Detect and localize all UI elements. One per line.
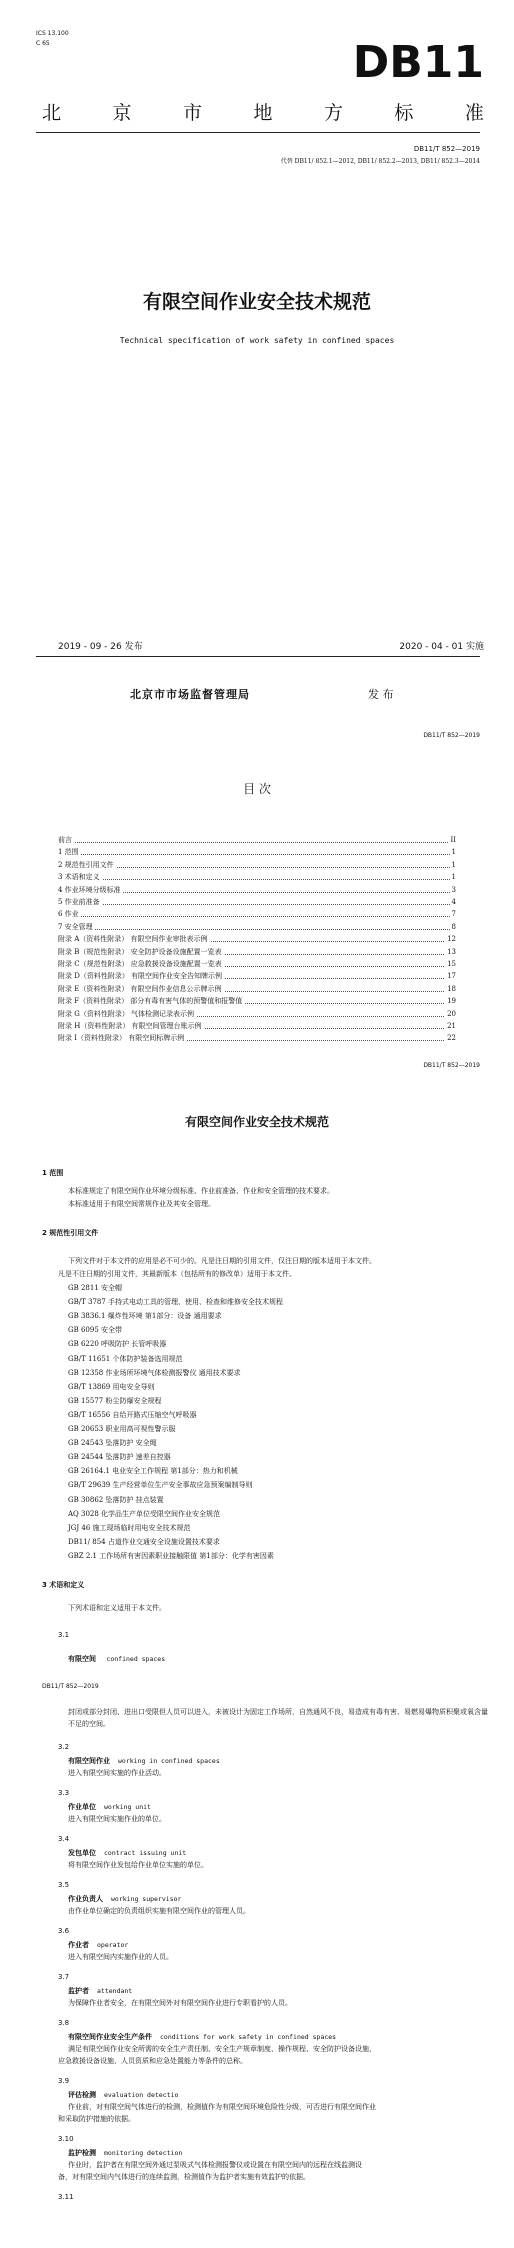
toc-entry[interactable] bbox=[58, 885, 456, 896]
body-title: 有限空间作业安全技术规范 bbox=[184, 1115, 329, 1129]
definition-number: 3.5 bbox=[58, 1881, 70, 1889]
toc-entry-label: 3 术语和定义 bbox=[58, 873, 100, 882]
definition-text: 由作业单位确定的负责组织实施有限空间作业的管理人员。 bbox=[68, 1907, 250, 1915]
reference-item: GB 26164.1 电业安全工作规程 第1部分：热力和机械 bbox=[68, 1467, 238, 1476]
definition-term-cn: 监护检测 bbox=[68, 2148, 96, 2157]
toc-leader-dots bbox=[58, 916, 456, 917]
reference-item: GB 30862 坠落防护 挂点装置 bbox=[68, 1495, 164, 1504]
toc-entry-page: 17 bbox=[447, 972, 456, 981]
toc-entry-label: 附录 D（资料性附录） 有限空间作业安全告知牌示例 bbox=[58, 972, 223, 981]
toc-entry[interactable] bbox=[58, 1009, 456, 1020]
region-heading-char: 准 bbox=[464, 102, 484, 124]
reference-item: GB 6220 呼吸防护 长管呼吸器 bbox=[68, 1340, 167, 1349]
toc-entry-label: 4 作业环境分级标准 bbox=[58, 885, 121, 894]
toc-entry-page: II bbox=[450, 836, 456, 844]
toc-entry-label: 附录 G（资料性附录） 气体检测记录表示例 bbox=[58, 1009, 195, 1018]
reference-item: GB/T 29639 生产经营单位生产安全事故应急预案编制导则 bbox=[68, 1481, 253, 1490]
definition-term bbox=[68, 1802, 151, 1812]
toc-entry-label: 附录 E（资料性附录） 有限空间作业信息公示牌示例 bbox=[58, 984, 222, 993]
definition-term-en: conditions for work safety in confined spaces bbox=[160, 2033, 337, 2041]
definition-term-cn: 评估检测 bbox=[68, 2090, 96, 2099]
definition-text: 封闭或部分封闭、进出口受限但人员可以进入，未被设计为固定工作场所，自然通风不良，易造成有毒有害、易燃易爆物质积聚或氧含量不足的空间。 bbox=[68, 1708, 488, 1728]
ccs-code: C 65 bbox=[36, 40, 50, 47]
definition-number: 3.2 bbox=[58, 1743, 70, 1751]
definition-term-en: confined spaces bbox=[106, 1655, 166, 1663]
toc-entry-label: 附录 A（资料性附录） 有限空间作业审批表示例 bbox=[58, 935, 208, 944]
definition-text: 进入有限空间实施的作业活动。 bbox=[68, 1769, 166, 1777]
title-chinese: 有限空间作业安全技术规范 bbox=[142, 291, 371, 313]
definition-term-en: contract issuing unit bbox=[104, 1849, 187, 1857]
region-heading-char: 地 bbox=[253, 102, 273, 124]
reference-item: JGJ 46 施工现场临时用电安全技术规范 bbox=[68, 1523, 191, 1532]
definition-text: 应急救援设备设施、人员资质和应急处置能力等条件的总称。 bbox=[58, 2057, 247, 2065]
definition-number: 3.11 bbox=[58, 2193, 74, 2201]
ics-code: ICS 13.100 bbox=[36, 30, 69, 37]
reference-item: GB 3836.1 爆炸性环境 第1部分：设备 通用要求 bbox=[68, 1312, 222, 1321]
toc-entry[interactable] bbox=[58, 909, 456, 920]
db-logo: DB11 bbox=[352, 37, 484, 88]
section-1-line: 本标准适用于有限空间常规作业及其安全管理。 bbox=[68, 1200, 215, 1208]
toc-entry[interactable] bbox=[58, 847, 456, 858]
toc-entry-page: 7 bbox=[451, 910, 456, 919]
section-3-heading: 3 术语和定义 bbox=[42, 1581, 85, 1589]
toc-entry-label: 附录 H（资料性附录） 有限空间管理台账示例 bbox=[58, 1022, 202, 1030]
toc-entry[interactable] bbox=[58, 1033, 456, 1044]
toc-entry-label: 附录 F（资料性附录） 部分有毒有害气体的预警值和报警值 bbox=[58, 997, 243, 1006]
reference-item: GB 6095 安全带 bbox=[68, 1326, 123, 1335]
section-1-line: 本标准规定了有限空间作业环境分级标准、作业前准备、作业和安全管理的技术要求。 bbox=[68, 1187, 334, 1195]
definition-text: 备，对有限空间内气体进行的连续监测，检测值作为监护者实施有效监护的依据。 bbox=[58, 2173, 310, 2181]
title-english: Technical specification of work safety in confined spaces bbox=[119, 336, 395, 345]
reference-item: AQ 3028 化学品生产单位受限空间作业安全规范 bbox=[68, 1509, 221, 1518]
section-2-heading: 2 规范性引用文件 bbox=[42, 1229, 99, 1237]
definition-text: 进入有限空间实施作业的单位。 bbox=[68, 1815, 166, 1823]
reference-item: GBZ 2.1 工作场所有害因素职业接触限值 第1部分：化学有害因素 bbox=[68, 1551, 274, 1560]
definition-term-en: operator bbox=[97, 1941, 129, 1949]
toc-entry[interactable] bbox=[58, 959, 456, 970]
toc-leader-dots bbox=[58, 929, 456, 930]
region-standard-heading bbox=[42, 102, 484, 124]
definition-term-cn: 作业单位 bbox=[68, 1802, 96, 1811]
definition-number: 3.8 bbox=[58, 2019, 70, 2027]
definition-term-cn: 有限空间 bbox=[68, 1654, 96, 1663]
reference-item: GB 15577 粉尘防爆安全规程 bbox=[68, 1396, 162, 1405]
toc-leader-dots bbox=[58, 879, 456, 880]
reference-item: GB/T 3787 手持式电动工具的管理、使用、检查和维修安全技术规程 bbox=[68, 1298, 284, 1307]
region-heading-char: 北 bbox=[42, 102, 62, 124]
issuing-authority: 北京市市场监督管理局 bbox=[130, 688, 250, 701]
toc-entry-label: 1 范围 bbox=[58, 848, 79, 857]
toc-entry-page: 21 bbox=[447, 1022, 456, 1030]
definition-number: 3.1 bbox=[58, 1631, 70, 1639]
definition-number: 3.6 bbox=[58, 1927, 70, 1935]
toc-entry-page: 22 bbox=[447, 1034, 456, 1043]
toc-entry-page: 20 bbox=[447, 1009, 456, 1018]
definition-term-cn: 作业负责人 bbox=[68, 1894, 103, 1903]
definition-term bbox=[68, 2148, 182, 2158]
definition-text: 为保障作业者安全，在有限空间外对有限空间作业进行专职看护的人员。 bbox=[68, 1999, 292, 2007]
definition-text: 和采取防护措施的依据。 bbox=[58, 2115, 135, 2123]
toc-entry[interactable] bbox=[58, 971, 456, 982]
toc-entry-page: 18 bbox=[447, 984, 456, 993]
toc-entry[interactable] bbox=[58, 947, 456, 958]
toc-entry-page: 1 bbox=[451, 873, 456, 882]
definition-term bbox=[68, 1654, 165, 1664]
region-heading-char: 京 bbox=[112, 102, 132, 124]
region-heading-char: 市 bbox=[182, 102, 202, 124]
body-page-header: DB11/T 852—2019 bbox=[423, 1062, 480, 1069]
toc-entry-label: 附录 C（规范性附录） 应急救援设备设施配置一览表 bbox=[58, 960, 222, 968]
definition-term-en: working in confined spaces bbox=[118, 1757, 220, 1765]
definition-term bbox=[68, 1940, 128, 1950]
toc-entry-page: 8 bbox=[451, 922, 456, 931]
implementation-date: 2020 - 04 - 01 实施 bbox=[399, 642, 484, 652]
toc-entry-page: 13 bbox=[447, 947, 456, 956]
definition-number: 3.9 bbox=[58, 2077, 70, 2085]
definition-term-en: working unit bbox=[104, 1803, 151, 1811]
cover-top-rule bbox=[36, 132, 480, 133]
reference-item: GB 24543 坠落防护 安全绳 bbox=[68, 1439, 157, 1448]
reference-item: GB 2811 安全帽 bbox=[68, 1284, 123, 1292]
toc-entry[interactable] bbox=[58, 996, 456, 1007]
toc-entry-label: 附录 B（规范性附录） 安全防护设备设施配置一览表 bbox=[58, 947, 222, 956]
definition-term-cn: 有限空间作业 bbox=[68, 1756, 110, 1765]
reference-item: GB/T 16556 自给开路式压缩空气呼吸器 bbox=[68, 1410, 197, 1419]
toc-entry-label: 6 作业 bbox=[58, 910, 79, 919]
definition-number: 3.4 bbox=[58, 1835, 70, 1843]
definition-term bbox=[68, 1756, 220, 1766]
toc-page-header: DB11/T 852—2019 bbox=[423, 732, 480, 739]
definition-text: 作业时，监护者在有限空间外通过泵吸式气体检测报警仪或设置在有限空间内的远程在线监测设 bbox=[68, 2161, 362, 2169]
definition-term-cn: 发包单位 bbox=[68, 1848, 96, 1857]
toc-entry-page: 4 bbox=[451, 898, 456, 906]
definition-number: 3.3 bbox=[58, 1789, 70, 1797]
definition-text: 满足有限空间作业安全所需的安全生产责任制、安全生产规章制度、操作规程、安全防护设备设施、 bbox=[68, 2045, 376, 2053]
definition-term bbox=[68, 1986, 132, 1996]
definition-number: 3.7 bbox=[58, 1973, 70, 1981]
section-1-heading: 1 范围 bbox=[42, 1169, 64, 1177]
reference-item: GB 24544 坠落防护 速差自控器 bbox=[68, 1453, 171, 1462]
definition-text: 将有限空间作业发包给作业单位实施的单位。 bbox=[68, 1861, 208, 1869]
issue-date: 2019 - 09 - 26 发布 bbox=[58, 642, 143, 652]
reference-item: GB 12358 作业场所环境气体检测报警仪 通用技术要求 bbox=[68, 1368, 241, 1377]
issuing-suffix: 发 布 bbox=[368, 688, 394, 701]
reference-item: GB/T 11651 个体防护装备选用规范 bbox=[68, 1354, 183, 1363]
toc-entry[interactable] bbox=[58, 934, 456, 945]
toc-entry-label: 前言 bbox=[58, 836, 72, 844]
definition-term-cn: 有限空间作业安全生产条件 bbox=[68, 2032, 152, 2041]
definition-number: 3.10 bbox=[58, 2135, 74, 2143]
toc-entry[interactable] bbox=[58, 860, 456, 871]
toc-leader-dots bbox=[58, 854, 456, 855]
toc-entry-page: 1 bbox=[451, 860, 456, 869]
section-2-intro: 凡是不注日期的引用文件，其最新版本（包括所有的修改单）适用于本文件。 bbox=[58, 1270, 296, 1278]
toc-entry-label: 7 安全管理 bbox=[58, 922, 93, 931]
toc-entry[interactable] bbox=[58, 872, 456, 883]
region-heading-char: 方 bbox=[323, 102, 343, 124]
definition-term-en: attendant bbox=[97, 1987, 133, 1995]
definition-term-en: evaluation detectio bbox=[104, 2091, 179, 2099]
standard-number: DB11/T 852—2019 bbox=[413, 145, 480, 153]
definition-text: 进入有限空间内实施作业的人员。 bbox=[68, 1953, 173, 1961]
toc-entry[interactable] bbox=[58, 984, 456, 995]
cover-bottom-rule bbox=[36, 656, 480, 657]
replaced-standards: 代替 DB11/ 852.1—2012, DB11/ 852.2—2013, DB11/ 852.3—2014 bbox=[280, 158, 480, 165]
definition-term-en: working supervisor bbox=[111, 1895, 182, 1903]
definition-term bbox=[68, 2032, 336, 2042]
toc-entry-page: 12 bbox=[447, 935, 456, 944]
reference-item: DB11/ 854 占道作业交通安全设施设置技术要求 bbox=[68, 1537, 220, 1546]
reference-item: GB 20653 职业用高可视性警示服 bbox=[68, 1425, 176, 1433]
definition-term-en: monitoring detection bbox=[104, 2149, 183, 2157]
toc-entry[interactable] bbox=[58, 1021, 456, 1032]
toc-entry-label: 5 作业前准备 bbox=[58, 898, 100, 906]
toc-leader-dots bbox=[58, 842, 456, 843]
region-heading-char: 标 bbox=[394, 102, 414, 124]
toc-entry-label: 附录 I（资料性附录） 有限空间标牌示例 bbox=[58, 1034, 185, 1043]
section-3-intro: 下列术语和定义适用于本文件。 bbox=[68, 1604, 166, 1612]
toc-leader-dots bbox=[58, 867, 456, 868]
toc-entry-page: 3 bbox=[451, 885, 456, 894]
definition-text: 作业前，对有限空间气体进行的检测，检测值作为有限空间环境危险性分级，可否进行有限空间作业 bbox=[68, 2103, 376, 2111]
toc-entry-page: 15 bbox=[447, 960, 456, 968]
toc-entry[interactable] bbox=[58, 897, 456, 908]
toc-title: 目 次 bbox=[243, 782, 271, 796]
definition-term bbox=[68, 2090, 178, 2100]
second-page-header: DB11/T 852—2019 bbox=[42, 1683, 99, 1690]
toc-entry-page: 19 bbox=[447, 997, 456, 1006]
definition-term bbox=[68, 1848, 186, 1858]
section-2-intro: 下列文件对于本文件的应用是必不可少的。凡是注日期的引用文件，仅注日期的版本适用于本文件。 bbox=[68, 1257, 376, 1265]
toc-entry[interactable] bbox=[58, 835, 456, 846]
definition-term bbox=[68, 1894, 181, 1904]
definition-term-cn: 监护者 bbox=[68, 1986, 89, 1995]
toc-entry-label: 2 规范性引用文件 bbox=[58, 860, 114, 869]
reference-item: GB/T 13869 用电安全导则 bbox=[68, 1382, 155, 1391]
definition-term-cn: 作业者 bbox=[68, 1940, 89, 1949]
toc-entry-page: 1 bbox=[451, 848, 456, 857]
toc-entry[interactable] bbox=[58, 922, 456, 933]
toc-leader-dots bbox=[58, 904, 456, 905]
